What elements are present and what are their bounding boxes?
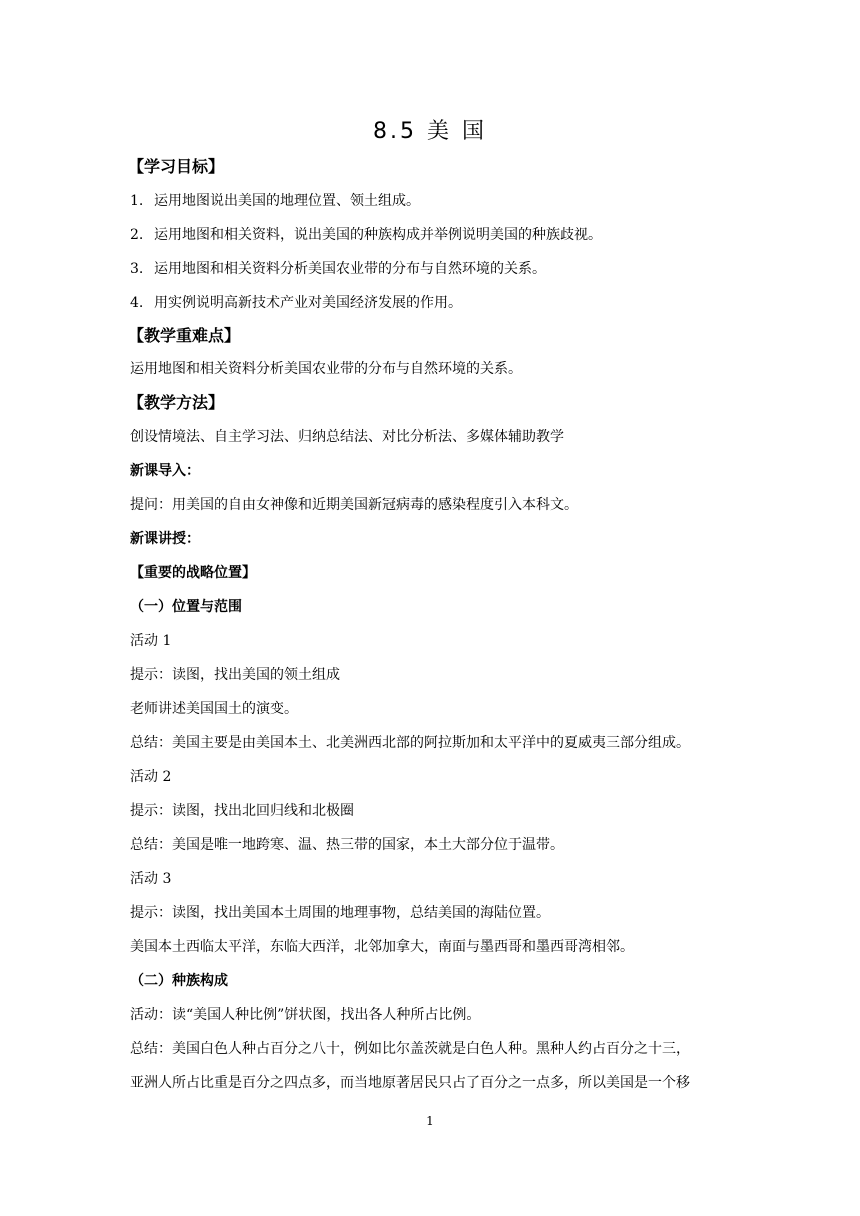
activity-2-summary: 总结：美国是唯一地跨寒、温、热三带的国家，本土大部分位于温带。 (130, 837, 564, 853)
activity-1-teacher: 老师讲述美国国土的演变。 (130, 701, 298, 717)
goal-item-3 (130, 259, 546, 279)
intro-text: 提问：用美国的自由女神像和近期美国新冠病毒的感染程度引入本科文。 (130, 497, 578, 513)
activity-1-summary: 总结：美国主要是由美国本土、北美洲西北部的阿拉斯加和太平洋中的夏威夷三部分组成。 (130, 735, 690, 751)
race-summary-line-2: 亚洲人所占比重是百分之四点多，而当地原著居民只占了百分之一点多，所以美国是一个移 (130, 1075, 690, 1091)
goal-text: 运用地图和相关资料分析美国农业带的分布与自然环境的关系。 (154, 261, 546, 277)
goal-text: 运用地图和相关资料，说出美国的种族构成并举例说明美国的种族歧视。 (154, 227, 602, 243)
sub2-heading: （二）种族构成 (130, 973, 228, 989)
goal-item-1 (130, 191, 420, 211)
goal-item-4 (130, 293, 462, 313)
activity-2-hint: 提示：读图，找出北回归线和北极圈 (130, 803, 354, 819)
key-text: 运用地图和相关资料分析美国农业带的分布与自然环境的关系。 (130, 361, 522, 377)
race-activity: 活动：读“美国人种比例”饼状图，找出各人种所占比例。 (130, 1007, 481, 1023)
goal-item-2 (130, 225, 602, 245)
activity-2-label: 活动 2 (130, 769, 172, 785)
intro-heading: 新课导入： (130, 463, 200, 479)
goal-num: 4. (130, 295, 144, 311)
key-heading: 【教学重难点】 (128, 326, 241, 345)
strategic-heading: 【重要的战略位置】 (130, 565, 256, 581)
activity-3-label: 活动 3 (130, 871, 172, 887)
activity-1-label: 活动 1 (130, 633, 172, 649)
goal-text: 用实例说明高新技术产业对美国经济发展的作用。 (154, 295, 462, 311)
goals-heading: 【学习目标】 (128, 157, 225, 176)
lecture-heading: 新课讲授： (130, 531, 200, 547)
activity-3-hint: 提示：读图，找出美国本土周围的地理事物，总结美国的海陆位置。 (130, 905, 550, 921)
goal-num: 1. (130, 193, 144, 209)
race-summary-line-1: 总结：美国白色人种占百分之八十，例如比尔盖茨就是白色人种。黑种人约占百分之十三， (130, 1041, 690, 1057)
sub1-heading: （一）位置与范围 (130, 599, 242, 615)
activity-1-hint: 提示：读图，找出美国的领土组成 (130, 667, 340, 683)
activity-3-text: 美国本土西临太平洋，东临大西洋，北邻加拿大，南面与墨西哥和墨西哥湾相邻。 (130, 939, 634, 955)
method-text: 创设情境法、自主学习法、归纳总结法、对比分析法、多媒体辅助教学 (130, 429, 564, 445)
goal-num: 3. (130, 261, 144, 277)
page-number: 1 (426, 1114, 434, 1128)
page-title: 8.5 美 国 (373, 119, 487, 144)
method-heading: 【教学方法】 (128, 393, 225, 412)
goal-text: 运用地图说出美国的地理位置、领土组成。 (154, 193, 420, 209)
goal-num: 2. (130, 227, 144, 243)
